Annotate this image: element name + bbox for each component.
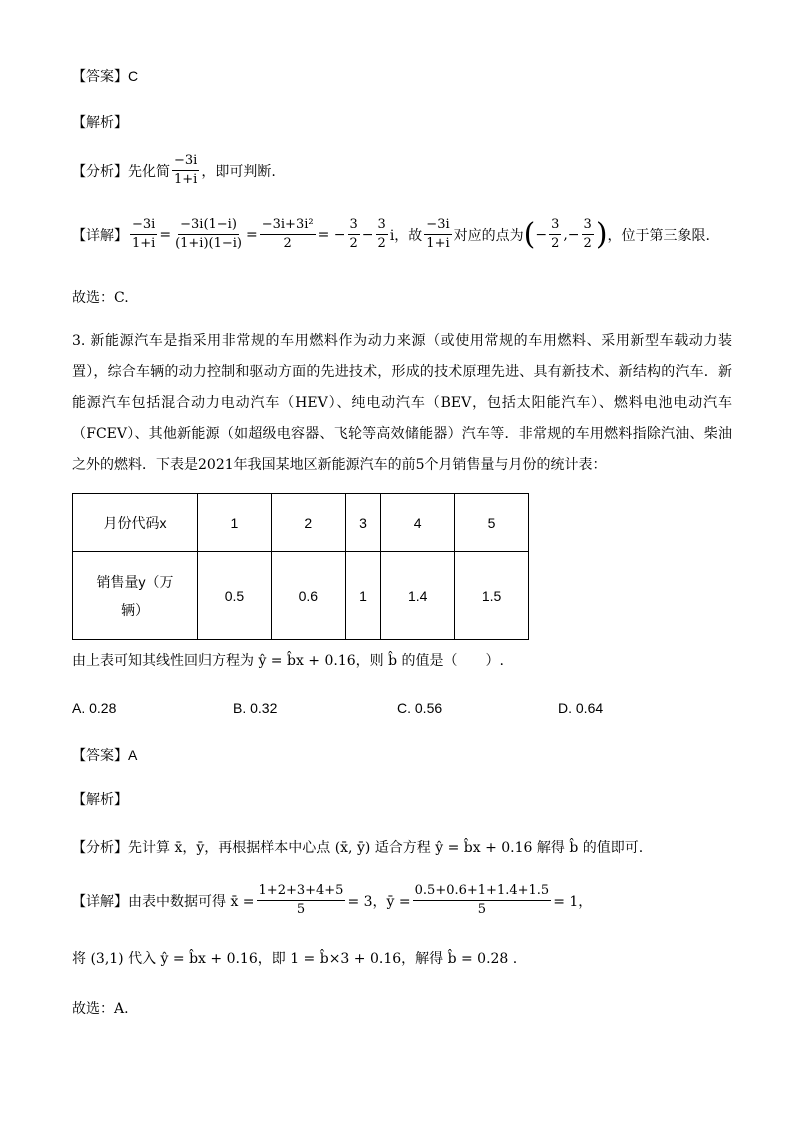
fenxi-line-2: [72, 837, 643, 857]
answer-line-1: [72, 66, 138, 86]
minus-sign: −: [361, 226, 374, 243]
paren-close: ): [595, 216, 608, 252]
fenxi-text-post: ，即可判断.: [201, 163, 276, 180]
fraction-denominator: 5: [477, 902, 487, 917]
equals-minus: = −: [317, 226, 346, 243]
equals-sign: =: [159, 226, 172, 243]
table-cell: 1.5: [455, 552, 529, 640]
analysis-heading-1: [72, 112, 128, 132]
fraction: [130, 217, 157, 252]
detail-text-1: i，故: [389, 227, 423, 244]
answer-value: A: [128, 747, 138, 763]
analysis-tag: 【解析】: [72, 792, 128, 808]
fraction: [376, 217, 388, 252]
paren-open: (: [523, 216, 536, 252]
option-b: B. 0.32: [233, 700, 278, 716]
table-row: [73, 494, 529, 552]
detail-line-1: [72, 217, 710, 252]
detail-text-2: = 3，ȳ =: [347, 893, 411, 910]
fraction-denominator: 1+i: [426, 236, 450, 251]
answer-line-2: [72, 745, 137, 765]
fraction: [549, 217, 561, 252]
equals-sign: =: [246, 226, 258, 243]
option-a: A. 0.28: [72, 700, 117, 716]
conclusion-1: 故选：C.: [72, 290, 129, 306]
fraction-numerator: 3: [348, 217, 360, 235]
fraction-denominator: 2: [551, 236, 560, 251]
fraction: [413, 883, 552, 918]
fraction: [172, 153, 199, 188]
detail-text-3: = 1，: [553, 893, 593, 910]
fraction-numerator: 3: [376, 217, 388, 235]
table-cell: 2: [271, 494, 345, 552]
table-cell: 1: [198, 494, 272, 552]
table-cell: 4: [381, 494, 455, 552]
fraction-numerator: 0.5+0.6+1+1.4+1.5: [413, 883, 552, 901]
fraction-denominator: 2: [349, 236, 358, 251]
fraction-denominator: (1+i)(1−i): [175, 236, 242, 251]
fraction: [348, 217, 360, 252]
detail-text-2: 对应的点为: [453, 227, 524, 244]
fraction-denominator: 1+i: [174, 172, 198, 187]
question-3-prompt: 由上表可知其线性回归方程为 ŷ = b̂x + 0.16，则 b̂ 的值是（ ）.: [72, 653, 504, 669]
detail-text-3: ，位于第三象限.: [607, 227, 710, 244]
fraction: [257, 883, 346, 918]
answer-tag: 【答案】: [72, 748, 128, 764]
fenxi-tag: 【分析】: [72, 840, 128, 856]
analysis-tag: 【解析】: [72, 115, 128, 131]
fraction-numerator: −3i+3i²: [260, 217, 316, 235]
fraction-numerator: −3i(1−i): [178, 217, 239, 235]
fraction-denominator: 1+i: [132, 236, 156, 251]
table-row: [73, 552, 529, 640]
table-cell: 1.4: [381, 552, 455, 640]
fraction-numerator: 3: [582, 217, 594, 235]
option-c: C. 0.56: [397, 700, 443, 716]
conclusion-2: 故选：A.: [72, 1001, 129, 1017]
fraction-denominator: 2: [583, 236, 592, 251]
table-header-cell: 月份代码x: [73, 494, 198, 552]
fenxi-tag: 【分析】: [72, 163, 128, 180]
fraction-denominator: 5: [296, 902, 306, 917]
fraction-numerator: 3: [549, 217, 561, 235]
detail-tag: 【详解】: [72, 227, 128, 244]
table-header-cell: 销售量y（万辆）: [73, 552, 198, 640]
fraction-numerator: −3i: [424, 217, 451, 235]
answer-tag: 【答案】: [72, 69, 128, 85]
comma-minus: ,−: [563, 226, 580, 243]
fraction: [173, 217, 244, 252]
fraction-numerator: 1+2+3+4+5: [257, 883, 346, 901]
fenxi-line-1: [72, 153, 276, 188]
fraction-numerator: −3i: [172, 153, 199, 171]
table-cell: 0.6: [271, 552, 345, 640]
table-cell: 1: [345, 552, 380, 640]
table-cell: 0.5: [198, 552, 272, 640]
minus-sign: −: [535, 226, 548, 243]
detail-text-1: 由表中数据可得 x̄ =: [128, 893, 255, 910]
option-d: D. 0.64: [558, 700, 604, 716]
fenxi-text: 先计算 x̄，ȳ，再根据样本中心点 (x̄, ȳ) 适合方程 ŷ = b̂x + 0.16 解得 b̂ 的值即可.: [128, 840, 644, 856]
data-table: [72, 493, 529, 640]
question-3-paragraph: 3. 新能源汽车是指采用非常规的车用燃料作为动力来源（或使用常规的车用燃料、采用新型车载动力装置），综合车辆的动力控制和驱动方面的先进技术，形成的技术原理先进、具有新技术、新结构的汽车．新能源汽车包括混合动力电动汽车（HEV）、纯电动汽车（BEV，包括太阳能汽车）、燃料电池电动汽车（FCEV）、其他新能源（如超级电容器、飞轮等高效储能器）汽车等．非常规的车用燃料指除汽油、柴油之外的燃料．下表是2021年我国某地区新能源汽车的前5个月销售量与月份的统计表：: [72, 333, 732, 473]
fraction: [260, 217, 316, 252]
table-cell: 3: [345, 494, 380, 552]
substitute-line: 将 (3,1) 代入 ŷ = b̂x + 0.16，即 1 = b̂×3 + 0.16，解得 b̂ = 0.28 .: [72, 951, 518, 967]
fraction-numerator: −3i: [130, 217, 157, 235]
table-cell: 5: [455, 494, 529, 552]
detail-line-2: [72, 883, 592, 918]
analysis-heading-2: [72, 789, 128, 809]
detail-tag: 【详解】: [72, 893, 128, 910]
fraction-denominator: 2: [377, 236, 386, 251]
fenxi-text-pre: 先化简: [128, 163, 170, 180]
fraction-denominator: 2: [283, 236, 292, 251]
fraction: [424, 217, 451, 252]
fraction: [582, 217, 594, 252]
answer-value: C: [128, 68, 139, 84]
